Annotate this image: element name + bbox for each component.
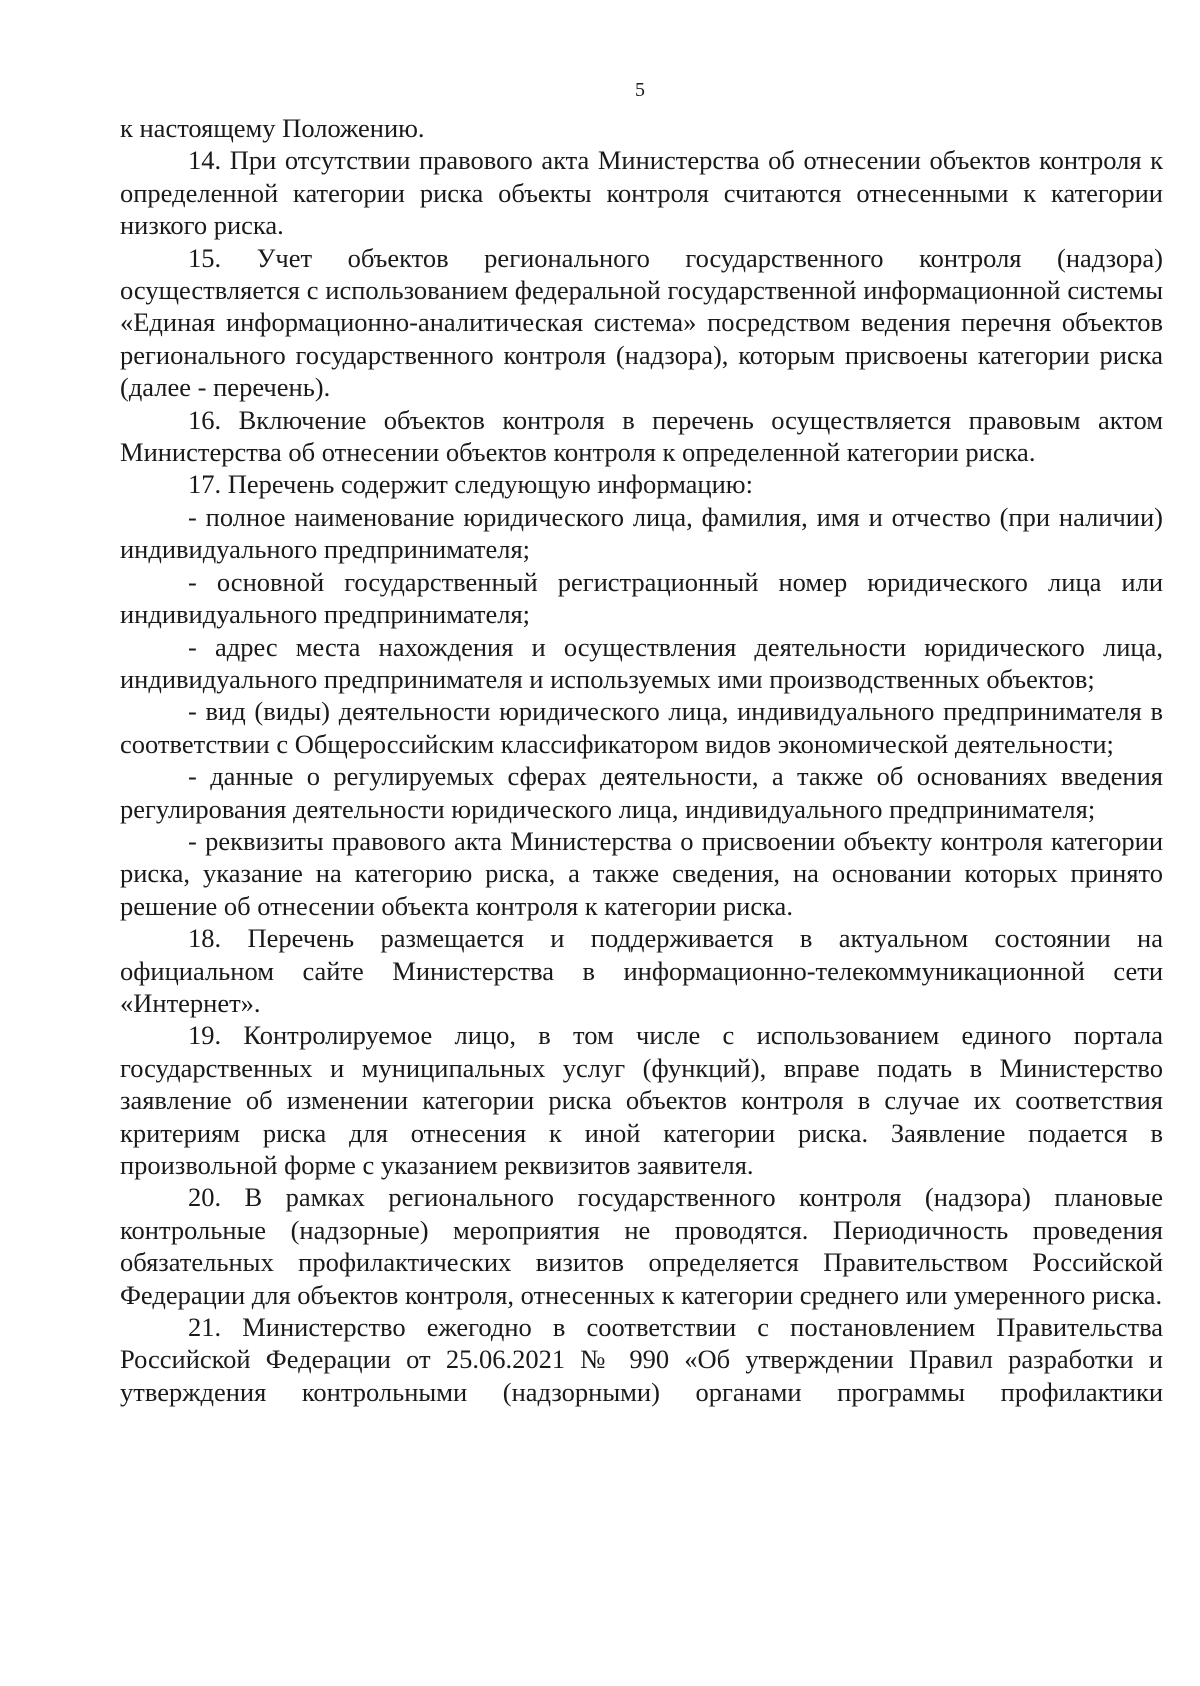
list-item-act-details: - реквизиты правового акта Министерства о присвоении объекту контроля категории риска, указание на категорию риска, а также сведения, на основании которых принято решение об отнесении объекта контроля к категории риска. bbox=[120, 825, 1163, 921]
paragraph-17: 17. Перечень содержит следующую информацию: bbox=[188, 469, 753, 500]
list-item-registration-number: - основной государственный регистрационный номер юридического лица или индивидуального предпринимателя; bbox=[120, 566, 1163, 630]
paragraph-18: 18. Перечень размещается и поддерживается в актуальном состоянии на официальном сайте Министерства в информационно-телекоммуникационной сети «Интернет». bbox=[120, 923, 1163, 1018]
list-item-regulated-spheres: - данные о регулируемых сферах деятельности, а также об основаниях введения регулирования деятельности юридического лица, индивидуального предпринимателя; bbox=[120, 761, 1163, 824]
paragraph-19: 19. Контролируемое лицо, в том числе с использованием единого портала государственных и муниципальных услуг (функций), вправе подать в Министерство заявление об изменении категории риска объектов контроля в случае их соответствия критериям риска для отнесения к иной категории риска. Заявление подается в произвольной форме с указанием реквизитов заявителя. bbox=[120, 1020, 1163, 1180]
paragraph-14: 14. При отсутствии правового акта Министерства об отнесении объектов контроля к определенной категории риска объекты контроля считаются отнесенными к категории низкого риска. bbox=[120, 145, 1163, 241]
paragraph-15: 15. Учет объектов регионального государственного контроля (надзора) осуществляется с использованием федеральной государственной информационной системы «Единая информационно-аналитическая система» посредством ведения перечня объектов регионального государственного контроля (надзора), которым присвоены категории риска (далее - перечень). bbox=[120, 242, 1163, 403]
paragraph-16: 16. Включение объектов контроля в перечень осуществляется правовым актом Министерства об отнесении объектов контроля к определенной категории риска. bbox=[120, 404, 1163, 468]
list-item-activity-type: - вид (виды) деятельности юридического лица, индивидуального предпринимателя в соответствии с Общероссийским классификатором видов экономической деятельности; bbox=[120, 696, 1163, 759]
paragraph-20: 20. В рамках регионального государственного контроля (надзора) плановые контрольные (надзорные) мероприятия не проводятся. Периодичность проведения обязательных профилактических визитов определяется Правительством Российской Федерации для объектов контроля, отнесенных к категории среднего или умеренного риска. bbox=[120, 1182, 1163, 1310]
paragraph-21: 21. Министерство ежегодно в соответствии с постановлением Правительства Российской Федерации от 25.06.2021 № 990 «Об утверждении Правил разработки и утверждения контрольными (надзорными) органами программы профилактики bbox=[120, 1312, 1163, 1407]
paragraph-continuation: к настоящему Положению. bbox=[120, 113, 425, 143]
document-body bbox=[120, 112, 1163, 1408]
page-number: 5 bbox=[635, 79, 645, 101]
list-item-address: - адрес места нахождения и осуществления деятельности юридического лица, индивидуального предпринимателя и используемых ими производственных объектов; bbox=[120, 631, 1163, 694]
list-item-full-name: - полное наименование юридического лица, фамилия, имя и отчество (при наличии) индивидуального предпринимателя; bbox=[120, 501, 1163, 565]
